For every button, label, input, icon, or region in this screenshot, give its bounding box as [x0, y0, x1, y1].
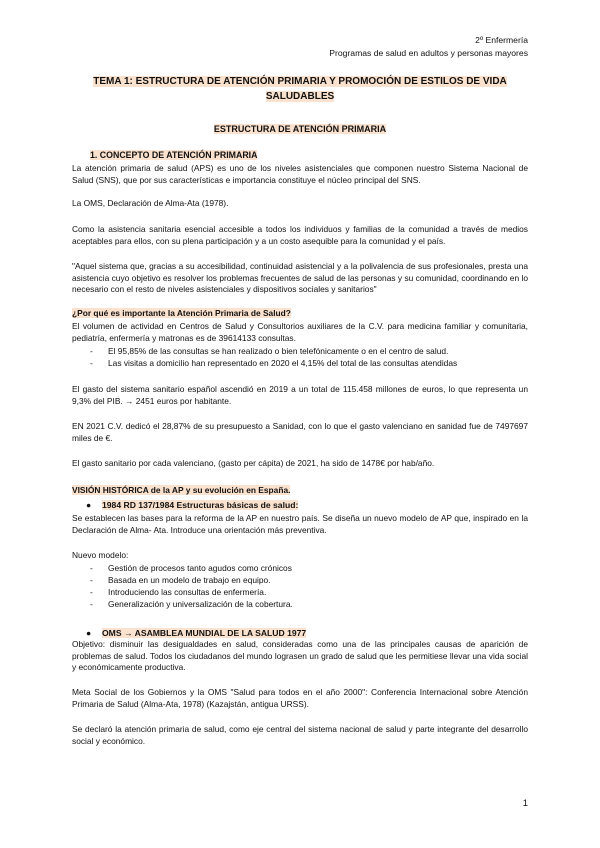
list-item-text: Introduciendo las consultas de enfermería. — [108, 587, 267, 597]
history-paragraph-4: Se declaró la atención primaria de salud, como eje central del sistema nacional de salud y parte integrante del desarrollo social y económico. — [72, 724, 528, 746]
importance-paragraph-2: El gasto del sistema sanitario español ascendió en 2019 a un total de 115.458 millones de euros, lo que representa un 9,3% del PIB. → 2451 euros por habitante. — [72, 384, 528, 406]
history-paragraph-3: Meta Social de los Gobiernos y la OMS "Salud para todos en el año 2000": Conferencia Internacional sobre Atención Primaria de Salud (Alma-Ata, 1978) (Kazajstán, antigua URSS). — [72, 687, 528, 709]
history-paragraph-1: Se establecen las bases para la reforma de la AP en nuestro país. Se diseña un nuevo modelo de AP que, inspirado en la Declaración de Alma- Ata. Introduce una orientación más preventiva. — [72, 513, 528, 535]
importance-heading-text: ¿Por qué es importante la Atención Primaria de Salud? — [72, 308, 291, 318]
section1-paragraph-1: La atención primaria de salud (APS) es uno de los niveles asistenciales que componen nuestro Sistema Nacional de Salud (SNS), que por sus características e importancia constituye el núcleo principal del SNS. — [72, 163, 528, 185]
model-label: Nuevo modelo: — [72, 550, 129, 560]
list-item-text: Generalización y universalización de la cobertura. — [108, 599, 293, 609]
section1-paragraph-3: Como la asistencia sanitaria esencial accesible a todos los individuos y familias de la comunidad a través de medios aceptables para ellos, con su plena participación y a un costo asequible para la comunidad y el país. — [72, 224, 528, 246]
history-bullet-1 — [72, 499, 298, 511]
importance-paragraph-3: EN 2021 C.V. dedicó el 28,87% de su presupuesto a Sanidad, con lo que el gasto valenciano en sanidad fue de 7497697 miles de €. — [72, 421, 528, 443]
page-number: 1 — [522, 798, 528, 809]
history-paragraph-2: Objetivo: disminuir las desigualdades en salud, consideradas como una de las principales causas de aparición de problemas de salud. Todos los ciudadanos del mundo lograsen un grado de salud que les permitiese llevar una vida social y económicamente productiva. — [72, 639, 528, 673]
section1-paragraph-4: "Aquel sistema que, gracias a su accesibilidad, continuidad asistencial y a la polivalencia de sus profesionales, presta una asistencia cuyo objetivo es resolver los problemas frecuentes de salud de las personas y su comunidad, coordinando en lo necesario con el resto de niveles asistenciales y dispositivos sociales y sanitarios" — [72, 261, 528, 295]
section-subtitle-text: ESTRUCTURA DE ATENCIÓN PRIMARIA — [213, 124, 387, 134]
history-bullet-2-text: OMS → ASAMBLEA MUNDIAL DE LA SALUD 1977 — [102, 628, 307, 638]
page-title-text: TEMA 1: ESTRUCTURA DE ATENCIÓN PRIMARIA Y PROMOCIÓN DE ESTILOS DE VIDA SALUDABLES — [93, 76, 507, 102]
history-heading-text: VISIÓN HISTÓRICA de la AP y su evolución en España. — [72, 485, 291, 495]
page-title — [72, 74, 528, 104]
importance-heading — [72, 308, 528, 320]
list-item-text: Gestión de procesos tanto agudos como crónicos — [108, 563, 292, 573]
importance-paragraph-4: El gasto sanitario por cada valenciano, (gasto per cápita) de 2021, ha sido de 1478€ por hab/año. — [72, 458, 435, 468]
list-item-text: Las visitas a domicilio han representado en 2020 el 4,15% del total de las consultas atendidas — [108, 358, 458, 368]
history-bullet-1-text: 1984 RD 137/1984 Estructuras básicas de salud: — [102, 500, 299, 510]
bullet-icon: ● — [86, 500, 92, 510]
header-subject: Programas de salud en adultos y personas mayores — [329, 48, 528, 58]
section1-paragraph-2: La OMS, Declaración de Alma-Ata (1978). — [72, 198, 229, 208]
list-item-text: El 95,85% de las consultas se han realizado o bien telefónicamente o en el centro de salud. — [108, 346, 449, 356]
bullet-icon: ● — [86, 628, 92, 638]
importance-paragraph-1: El volumen de actividad en Centros de Salud y Consultorios auxiliares de la C.V. para medicina familiar y comunitaria, pediatría, enfermería y matronas es de 39614133 consultas. — [72, 321, 528, 343]
header-course: 2º Enfermería — [475, 35, 528, 45]
section-subtitle — [72, 123, 528, 135]
document-page: 2º Enfermería Programas de salud en adultos y personas mayores TEMA 1: ESTRUCTURA DE ATENCIÓN PRIMARIA Y PROMOCIÓN DE ESTILOS DE VIDA SALUDABLES ESTRUCTURA DE ATENCIÓN PRIMARIA 1. CONCEPTO DE ATENCIÓN PRIMARIA La atención primaria de salud (APS) es uno de los niveles asistenciales que componen nuestro Sistema Nacional de Salud (SNS), que por sus características e importancia constituye el núcleo principal del SNS. La OMS, Declaración de Alma-Ata (1978). Como la asistencia sanitaria esencial accesible a todos los individuos y familias de la comunidad a través de medios aceptables para ellos, con su plena participación y a un costo asequible para la comunidad y el país. "Aquel sistema que, gracias a su accesibilidad, continuidad asistencial y a la polivalencia de sus profesionales, presta una asistencia cuyo objetivo es resolver los problemas frecuentes de salud de las personas y su comunidad, coordinando en lo necesario con el resto de niveles asistenciales y dispositivos sociales y sanitarios" ¿Por qué es importante la Atención Primaria de Salud? El volumen de actividad en Centros de Salud y Consultorios auxiliares de la C.V. para medicina familiar y comunitaria, pediatría, enfermería y matronas es de 39614133 consultas. - El 95,85% de las consultas se han realizado o bien telefónicamente o en el centro de salud. - Las visitas a domicilio han representado en 2020 el 4,15% del total de las consultas atendidas El gasto del sistema sanitario español ascendió en 2019 a un total de 115.458 millones de euros, lo que representa un 9,3% del PIB. → 2451 euros por habitante. EN 2021 C.V. dedicó el 28,87% de su presupuesto a Sanidad, con lo que el gasto valenciano en sanidad fue de 7497697 miles de €. El gasto sanitario por cada valenciano, (gasto per cápita) de 2021, ha sido de 1478€ por hab/año. VISIÓN HISTÓRICA de la AP y su evolución en España. ● 1984 RD 137/1984 Estructuras básicas de salud: Se establecen las bases para la reforma de la AP en nuestro país. Se diseña un nuevo modelo de AP que, inspirado en la Declaración de Alma- Ata. Introduce una orientación más preventiva. Nuevo modelo: - Gestión de procesos tanto agudos como crónicos - Basada en un modelo de trabajo en equipo. - Introduciendo las consultas de enfermería. - Generalización y universalización de la cobertura. ● OMS → ASAMBLEA MUNDIAL DE LA SALUD 1977 Objetivo: disminuir las desigualdades en salud, consideradas como una de las principales causas de aparición de problemas de salud. Todos los ciudadanos del mundo lograsen un grado de salud que les permitiese llevar una vida social y económicamente productiva. Meta Social de los Gobiernos y la OMS "Salud para todos en el año 2000": Conferencia Internacional sobre Atención Primaria de Salud (Alma-Ata, 1978) (Kazajstán, antigua URSS). Se declaró la atención primaria de salud, como eje central del sistema nacional de salud y parte integrante del desarrollo social y económico. 1 — [72, 35, 528, 809]
section1-heading-text: 1. CONCEPTO DE ATENCIÓN PRIMARIA — [90, 150, 258, 160]
history-heading — [72, 485, 528, 497]
section1-heading — [90, 150, 528, 162]
history-bullet-2 — [72, 627, 306, 639]
list-item-text: Basada en un modelo de trabajo en equipo. — [108, 575, 271, 585]
